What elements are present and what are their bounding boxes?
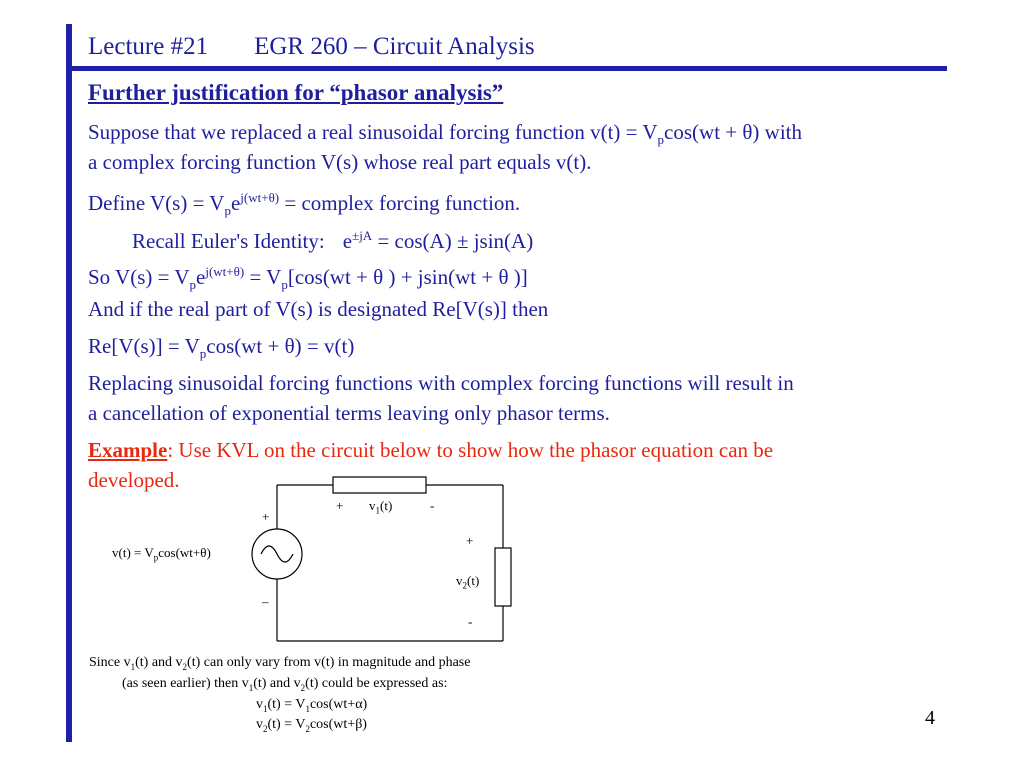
paragraph-suppose-line2: a complex forcing function V(s) whose real part equals v(t). (88, 150, 592, 174)
slide-title: Further justification for “phasor analysis” (88, 80, 504, 105)
source-label: $v(t) = V_p\cos(wt+\theta)$ (112, 545, 211, 563)
r2-minus-sign: - (468, 614, 473, 629)
source-minus-sign: – (262, 594, 269, 609)
note-equation-v2: $v_2(t) = V_2\cos(wt+\beta)$ (256, 717, 367, 734)
example-line2: developed. (88, 468, 180, 492)
example-label: Example (88, 438, 168, 462)
resistor-r2 (495, 548, 511, 606)
note-line1: Since $v_1(t)$ and $v_2(t)$ can only vary from v(t) in magnitude and phase (89, 655, 471, 672)
example-line1: Example: Use KVL on the circuit below to show how the phasor equation can be (88, 438, 774, 462)
note-equation-v1: $v_1(t) = V_1\cos(wt+\alpha)$ (256, 697, 368, 714)
euler-identity: Recall Euler's Identity: $e^{\pm jA} = \cos(A) \pm jsin(A)$ (132, 228, 534, 253)
r1-voltage-label: $v_1(t)$ (369, 498, 393, 516)
define-equation: Define $V(s) = V_pe^{j(wt+\theta)}$ = complex forcing function. (88, 190, 521, 219)
lecture-number: Lecture #21 (88, 33, 209, 60)
replacing-line2: a cancellation of exponential terms leaving only phasor terms. (88, 401, 610, 425)
and-if-line: And if the real part of V(s) is designated Re[V(s)] then (88, 297, 549, 321)
r1-minus-sign: - (430, 498, 435, 513)
r2-plus-sign: + (466, 533, 474, 548)
course-title: EGR 260 – Circuit Analysis (254, 33, 535, 60)
so-equation: So $V(s) = V_pe^{j(wt+\theta)} = V_p[\cos(wt + \theta$ ) + jsin(wt + θ )] (88, 264, 528, 293)
real-part-equation: $Re[V(s)] = V_p\cos(wt + \theta) = v(t)$ (88, 334, 355, 362)
paragraph-suppose-line1: Suppose that we replaced a real sinusoidal forcing function $v(t) = V_p\cos(wt + \theta)$ with (88, 120, 803, 148)
r2-voltage-label: $v_2(t)$ (456, 573, 480, 591)
source-plus-sign: + (262, 509, 270, 524)
replacing-line1: Replacing sinusoidal forcing functions with complex forcing functions will result in (88, 371, 794, 395)
r1-plus-sign: + (336, 498, 344, 513)
resistor-r1 (333, 477, 426, 493)
sine-wave-icon (261, 546, 293, 562)
note-line2: (as seen earlier) then $v_1(t)$ and $v_2(t)$ could be expressed as: (122, 676, 448, 693)
page-number: 4 (925, 707, 935, 729)
